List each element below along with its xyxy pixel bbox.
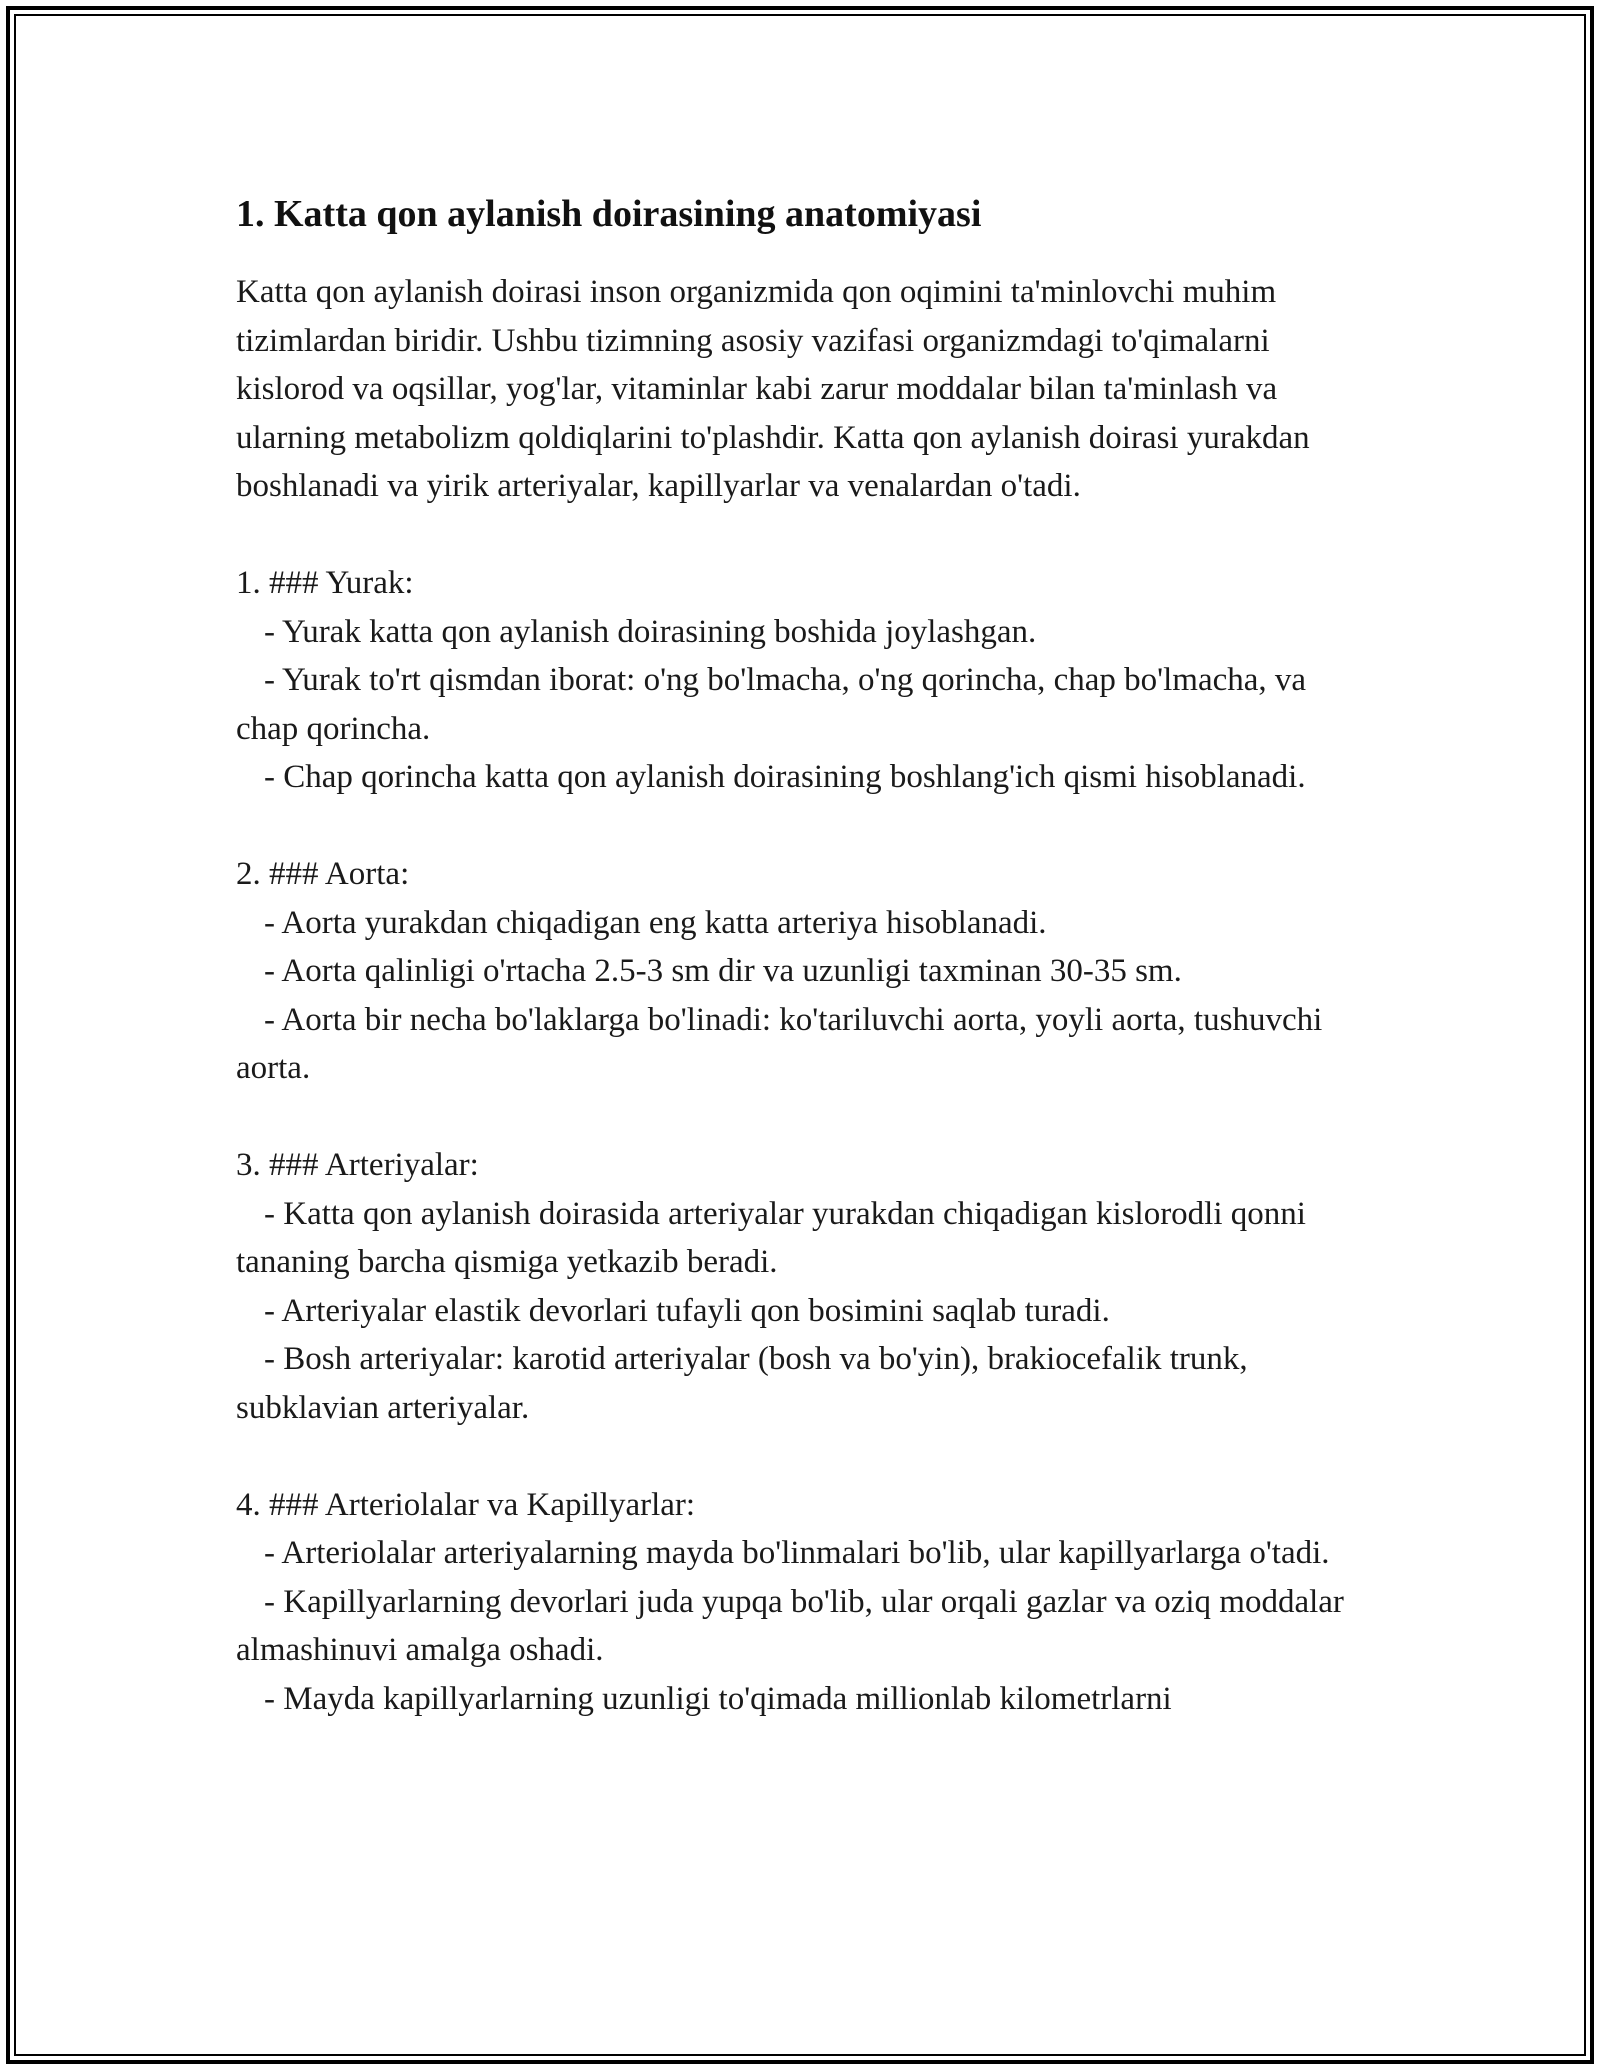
- bullet-item: - Arteriolalar arteriyalarning mayda bo'linmalari bo'lib, ular kapillyarlarga o'tadi.: [264, 1535, 1330, 1571]
- spacer: [236, 511, 1376, 560]
- section-arteriolalar-kapillyarlar: [236, 1481, 1376, 1724]
- section-heading: 2. ### Aorta:: [236, 856, 410, 892]
- section-aorta: [236, 850, 1376, 1093]
- section-heading: 1. ### Yurak:: [236, 565, 414, 601]
- section-arteriyalar: [236, 1141, 1376, 1432]
- spacer: [236, 802, 1376, 851]
- bullet-item: - Kapillyarlarning devorlari juda yupqa bo'lib, ular orqali gazlar va oziq moddalar almashinuvi amalga oshadi.: [236, 1583, 1344, 1668]
- intro-paragraph: Katta qon aylanish doirasi inson organizmida qon oqimini ta'minlovchi muhim tizimlardan biridir. Ushbu tizimning asosiy vazifasi organizmdagi to'qimalarni kislorod va oqsillar, yog'lar, vitaminlar kabi zarur moddalar bilan ta'minlash va ularning metabolizm qoldiqlarini to'plashdir. Katta qon aylanish doirasi yurakdan boshlanadi va yirik arteriyalar, kapillyarlar va venalardan o'tadi.: [236, 274, 1310, 504]
- bullet-item: - Yurak to'rt qismdan iborat: o'ng bo'lmacha, o'ng qorincha, chap bo'lmacha, va chap qorincha.: [236, 662, 1307, 747]
- section-heading: 3. ### Arteriyalar:: [236, 1147, 479, 1183]
- bullet-item: - Katta qon aylanish doirasida arteriyalar yurakdan chiqadigan kislorodli qonni tananing barcha qismiga yetkazib beradi.: [236, 1195, 1306, 1280]
- bullet-item: - Mayda kapillyarlarning uzunligi to'qimada millionlab kilometrlarni: [264, 1680, 1172, 1717]
- bullet-item: - Chap qorincha katta qon aylanish doirasining boshlang'ich qismi hisoblanadi.: [264, 759, 1306, 795]
- spacer: [236, 1432, 1376, 1481]
- bullet-item: - Aorta yurakdan chiqadigan eng katta arteriya hisoblanadi.: [264, 904, 1047, 941]
- bullet-item: - Aorta bir necha bo'laklarga bo'linadi: ko'tariluvchi aorta, yoyli aorta, tushuvchi aorta.: [236, 1001, 1323, 1086]
- section-heading: 4. ### Arteriolalar va Kapillyarlar:: [236, 1486, 696, 1523]
- bullet-item: - Yurak katta qon aylanish doirasining boshida joylashgan.: [264, 613, 1037, 650]
- document-title: 1. Katta qon aylanish doirasining anatomiyasi: [236, 193, 982, 235]
- bullet-item: - Bosh arteriyalar: karotid arteriyalar (bosh va bo'yin), brakiocefalik trunk, subklavian arteriyalar.: [236, 1341, 1248, 1426]
- bullet-item: - Aorta qalinligi o'rtacha 2.5-3 sm dir va uzunligi taxminan 30-35 sm.: [264, 953, 1182, 989]
- bullet-item: - Arteriyalar elastik devorlari tufayli qon bosimini saqlab turadi.: [264, 1292, 1110, 1329]
- spacer: [236, 1093, 1376, 1142]
- document-body: [236, 186, 1376, 1723]
- section-yurak: [236, 559, 1376, 802]
